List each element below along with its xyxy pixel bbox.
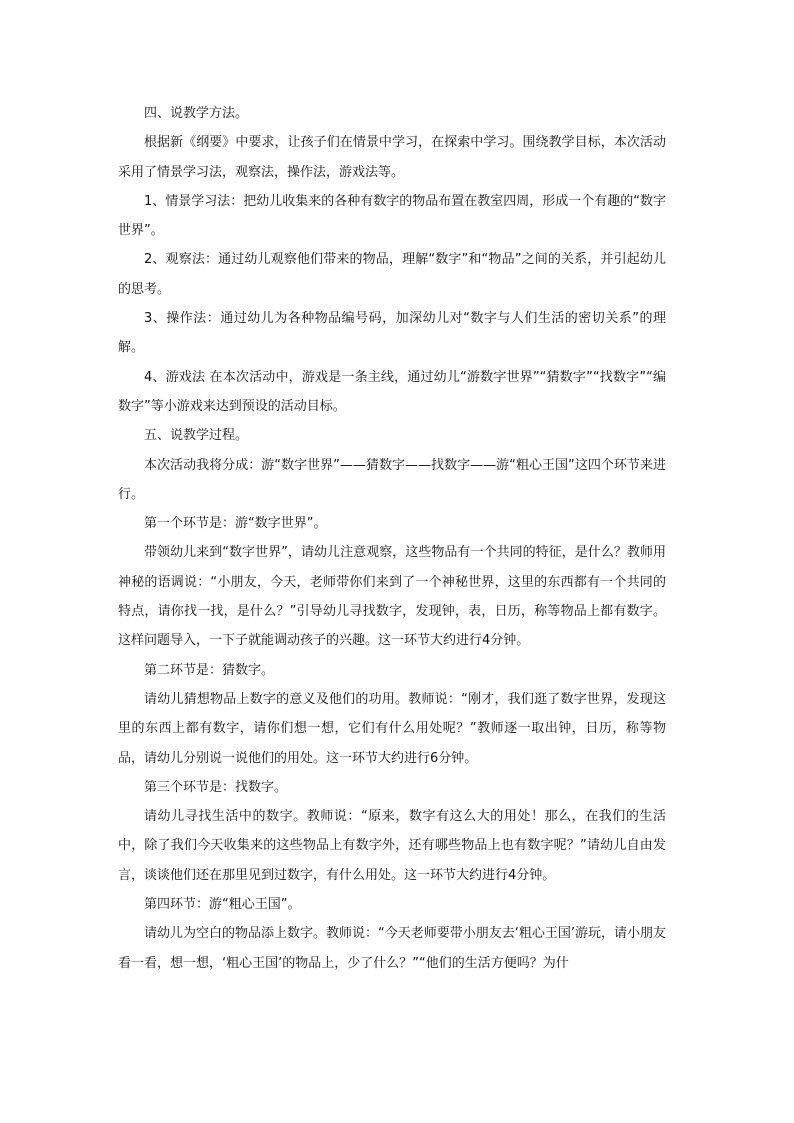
paragraph-step-4: 请幼儿为空白的物品添上数字。教师说：“今天老师要带小朋友去‘粗心王国’游玩，请小朋友看一看，想一想，‘粗心王国’的物品上，少了什么？”“他们的生活方便吗？为什 [118,926,667,971]
document-body [118,99,666,978]
paragraph-method-2: 2、观察法：通过幼儿观察他们带来的物品，理解“数字”和“物品”之间的关系，并引起幼儿的思考。 [118,252,666,297]
step-heading-4: 第四环节：游“粗心王国”。 [144,897,301,913]
step-heading-1: 第一个环节是：游“数字世界”。 [144,516,327,532]
step-heading-3: 第三个环节是：找数字。 [144,779,288,795]
paragraph-step-2: 请幼儿猜想物品上数字的意义及他们的功用。教师说：“刚才，我们逛了数字世界，发现这里的东西上都有数字，请你们想一想，它们有什么用处呢？”教师逐一取出钟，日历，称等物品，请幼儿分别说一说他们的用处。这一环节大约进行6分钟。 [118,691,666,766]
paragraph-process-intro: 本次活动我将分成：游“数字世界”——猜数字——找数字——游“粗心王国”这四个环节来进行。 [118,457,666,502]
step-heading-2: 第二环节是：猜数字。 [144,662,275,678]
paragraph-methods-intro: 根据新《纲要》中要求，让孩子们在情景中学习，在探索中学习。围绕教学目标，本次活动采用了情景学习法，观察法，操作法，游戏法等。 [118,135,666,180]
paragraph-method-3: 3、操作法：通过幼儿为各种物品编号码，加深幼儿对“数字与人们生活的密切关系”的理解。 [118,311,666,356]
paragraph-step-1: 带领幼儿来到“数字世界”，请幼儿注意观察，这些物品有一个共同的特征，是什么？教师用神秘的语调说：“小朋友，今天，老师带你们来到了一个神秘世界，这里的东西都有一个共同的特点，请你找一找，是什么？”引导幼儿寻找数字，发现钟，表，日历，称等物品上都有数字。这样问题导入，一下子就能调动孩子的兴趣。这一环节大约进行4分钟。 [118,545,666,649]
paragraph-step-3: 请幼儿寻找生活中的数字。教师说：“原来，数字有这么大的用处！那么，在我们的生活中，除了我们今天收集来的这些物品上有数字外，还有哪些物品上也有数字呢？”请幼儿自由发言，谈谈他们还在那里见到过数字，有什么用处。这一环节大约进行4分钟。 [118,809,666,883]
paragraph-method-4: 4、游戏法 在本次活动中，游戏是一条主线，通过幼儿“游数字世界”“猜数字”“找数字”“编数字”等小游戏来达到预设的活动目标。 [118,369,666,414]
paragraph-method-1: 1、情景学习法：把幼儿收集来的各种有数字的物品布置在教室四周，形成一个有趣的“数字世界”。 [118,193,667,239]
section-heading-teaching-process: 五、说教学过程。 [144,428,249,444]
section-heading-teaching-methods: 四、说教学方法。 [144,106,249,121]
